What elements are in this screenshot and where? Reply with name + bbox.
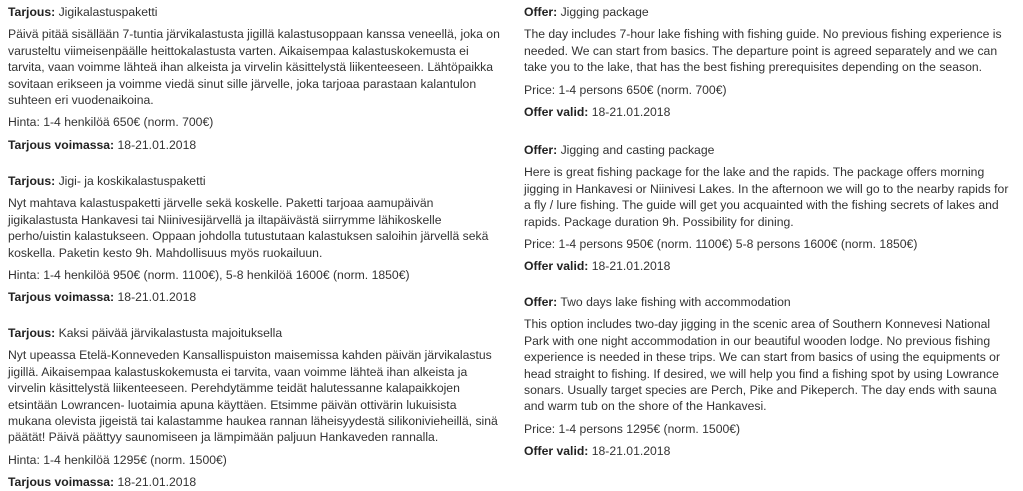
offer-valid <box>524 258 1018 274</box>
offer-heading <box>524 142 1018 158</box>
offer-description: Nyt mahtava kalastuspaketti järvelle sekä koskelle. Paketti tarjoaa aamupäivän jigikalastusta Hankavesi tai Niinivesijärvellä ja iltapäivästä siirrymme lähikoskelle perho/uistin kalastukseen. Oppaan johdolla tutustutaan kalastuksen saloihin järvellä sekä koskella. Paketin kesto 9h. Mahdollisuus myös ruokailuun. <box>8 196 489 260</box>
offer-block <box>524 142 1018 275</box>
offer-price: Price: 1-4 persons 950€ (norm. 1100€) 5-8 persons 1600€ (norm. 1850€) <box>524 237 918 252</box>
offer-description: The day includes 7-hour lake fishing with fishing guide. No previous fishing experience is needed. We can start from basics. The departure point is agreed separately and we can take you to the lake, that has the best fishing prerequisites depending on the season. <box>524 27 1002 75</box>
offer-block <box>8 325 500 491</box>
offer-title: Jigi- ja koskikalastuspaketti <box>58 174 206 188</box>
offer-block <box>8 4 500 153</box>
offer-valid-label: Tarjous voimassa: <box>8 290 115 305</box>
offer-valid <box>524 104 1018 120</box>
offer-valid-date: 18-21.01.2018 <box>591 444 671 459</box>
offer-title: Kaksi päivää järvikalastusta majoituksella <box>58 326 283 340</box>
offer-valid <box>8 474 500 490</box>
offer-title: Jigging package <box>560 5 649 19</box>
offer-label: Offer: <box>524 295 558 309</box>
offer-description: This option includes two-day jigging in the scenic area of Southern Konnevesi National Park with one night accommodation in our beautiful wooden lodge. No previous fishing experience is needed in these trips. We can start from basics of using the equipments or head straight to fishing. If desired, we will help you find a fishing spot by using Lowrance sonars. Usually target species are Perch, Pike and Pikeperch. The day ends with sauna and warm tub on the shore of the Hankavesi. <box>524 317 1001 414</box>
offer-heading <box>524 294 1018 310</box>
offer-valid <box>8 137 500 153</box>
offer-valid-label: Offer valid: <box>524 105 589 120</box>
offer-valid-date: 18-21.01.2018 <box>591 259 671 274</box>
offer-description: Päivä pitää sisällään 7-tuntia järvikalastusta jigillä kalastusoppaan kanssa veneellä, joka on varusteltu viimeisenpäälle heittokalastusta varten. Aikaisempaa kalastuskokemusta ei tarvita, vaan voimme lähteä ihan alkeista ja virvelin käsittelystä liikenteeseen. Lähtöpaikka sovitaan erikseen ja voimme viedä sinut sille järvelle, joka tarjoaa parastaan kalantulon suhteen eri vuodenaikoina. <box>8 27 500 108</box>
offer-description: Here is great fishing package for the lake and the rapids. The package offers morning jigging in Hankavesi or Niinivesi Lakes. In the afternoon we will go to the nearby rapids for a fly / lure fishing. The guide will get you acquainted with the fishing secrets of lakes and rapids. Package duration 9h. Possibility for dining. <box>524 165 1009 229</box>
offer-title: Jigikalastuspaketti <box>58 5 158 19</box>
offer-valid-label: Tarjous voimassa: <box>8 475 115 490</box>
offer-title: Jigging and casting package <box>560 143 715 157</box>
offer-block <box>524 294 1018 460</box>
offer-valid <box>8 289 500 305</box>
offer-valid-date: 18-21.01.2018 <box>591 105 671 120</box>
offer-valid-label: Tarjous voimassa: <box>8 137 115 152</box>
offer-block <box>524 4 1018 120</box>
offer-label: Offer: <box>524 5 558 19</box>
offer-price: Hinta: 1-4 henkilöä 650€ (norm. 700€) <box>8 115 214 130</box>
offer-label: Tarjous: <box>8 5 56 19</box>
offer-block <box>8 173 500 306</box>
offer-label: Offer: <box>524 143 558 157</box>
offer-valid <box>524 443 1018 459</box>
offer-heading <box>8 4 500 20</box>
offer-heading <box>8 173 500 189</box>
offer-title: Two days lake fishing with accommodation <box>560 295 791 309</box>
offer-valid-label: Offer valid: <box>524 259 589 274</box>
offer-price: Price: 1-4 persons 650€ (norm. 700€) <box>524 82 727 97</box>
offer-heading <box>8 325 500 341</box>
offer-valid-date: 18-21.01.2018 <box>117 290 197 305</box>
offer-valid-label: Offer valid: <box>524 444 589 459</box>
offer-label: Tarjous: <box>8 326 56 340</box>
offer-valid-date: 18-21.01.2018 <box>117 137 197 152</box>
offer-price: Hinta: 1-4 henkilöä 1295€ (norm. 1500€) <box>8 452 227 467</box>
offer-label: Tarjous: <box>8 174 56 188</box>
offer-price: Price: 1-4 persons 1295€ (norm. 1500€) <box>524 421 741 436</box>
offer-valid-date: 18-21.01.2018 <box>117 475 197 490</box>
offer-description: Nyt upeassa Etelä-Konneveden Kansallispuiston maisemissa kahden päivän järvikalastus jigillä. Aikaisempaa kalastuskokemusta ei tarvita, vaan voimme lähteä ihan alkeista ja virvelin käsittelystä liikenteeseen. Perehdytämme teidät halutessanne kalapaikkojen etsintään Lowrancen- luotaimia apuna käyttäen. Etsimme päivän ottivärin lukuisista mukana olevista jigeistä tai kalastamme haukea rannan läheisyydestä silikonivieheillä, sinä päätät! Päivä päättyy saunomiseen ja lämpimään paljuun Hankaveden rannalla. <box>8 348 498 445</box>
offer-heading <box>524 4 1018 20</box>
offer-price: Hinta: 1-4 henkilöä 950€ (norm. 1100€), 5-8 henkilöä 1600€ (norm. 1850€) <box>8 268 410 283</box>
